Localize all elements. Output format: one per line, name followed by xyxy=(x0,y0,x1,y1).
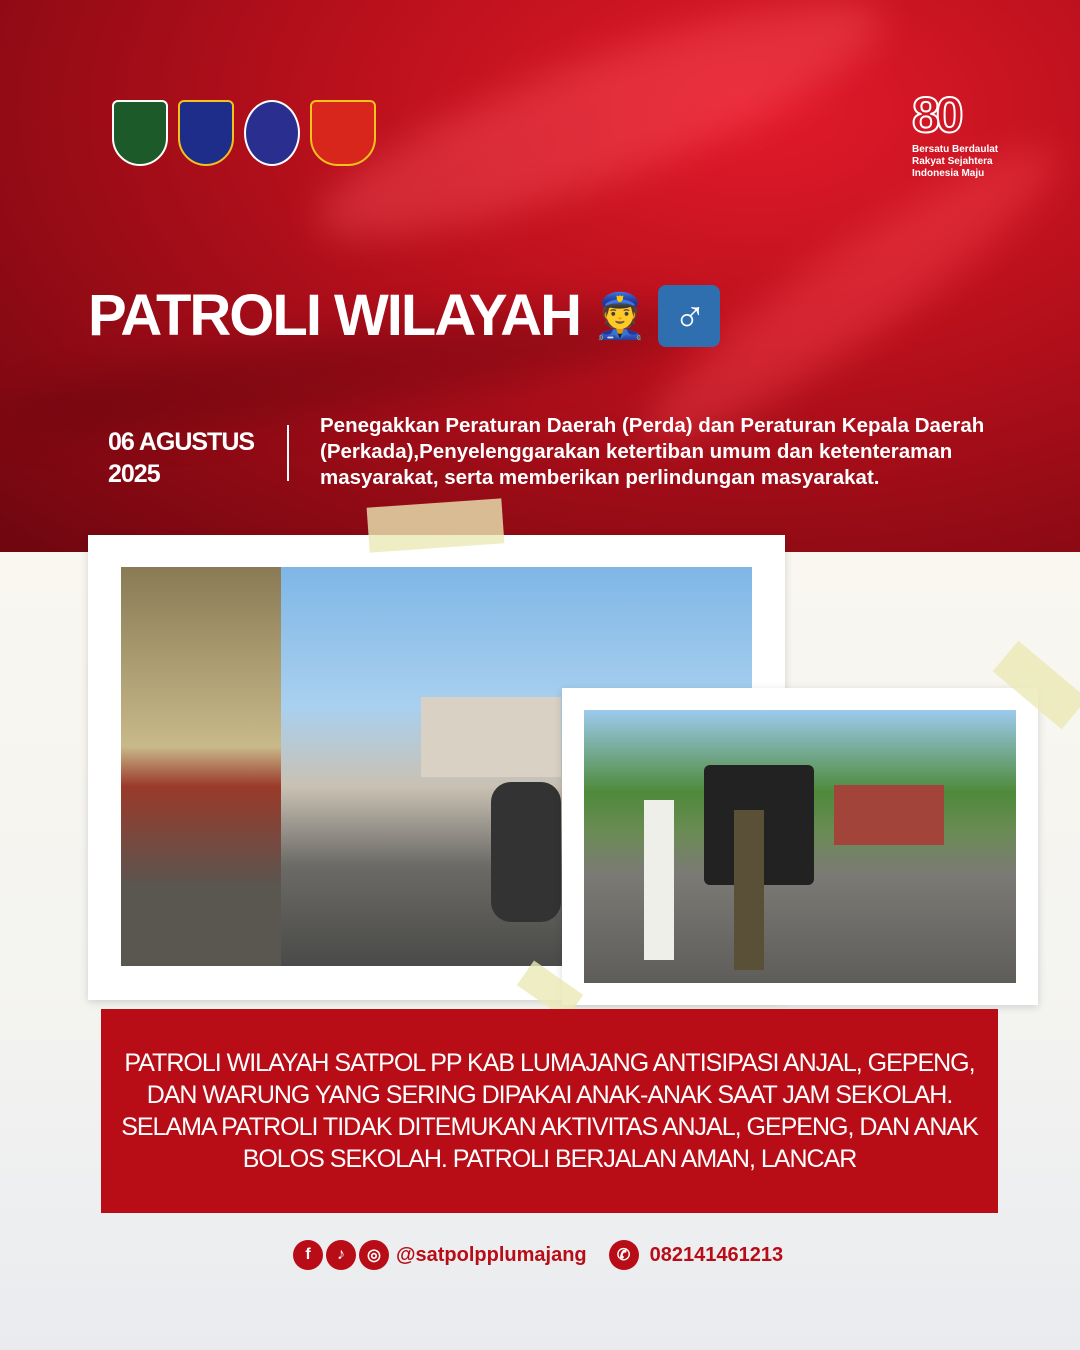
satlinmas-logo xyxy=(244,100,300,166)
facebook-icon[interactable]: f xyxy=(293,1240,323,1270)
male-sign-icon: ♂ xyxy=(658,285,720,347)
phone-number[interactable]: 082141461213 xyxy=(649,1243,784,1266)
whatsapp-icon[interactable]: ✆ xyxy=(609,1240,639,1270)
ri-80-logo: 80 Bersatu Berdaulat Rakyat Sejahtera Indonesia Maju xyxy=(912,87,999,179)
divider xyxy=(287,425,289,481)
logo-row xyxy=(112,100,376,166)
instagram-icon[interactable]: ◎ xyxy=(359,1240,389,1270)
linmas-logo xyxy=(310,100,376,166)
social-handle[interactable]: @satpolpplumajang xyxy=(396,1243,587,1266)
description: Penegakkan Peraturan Daerah (Perda) dan Peraturan Kepala Daerah (Perkada),Penyelenggarakan ketertiban umum dan ketenteraman masyarakat, serta memberikan perlindungan masyarakat. xyxy=(320,414,985,489)
footer-contacts xyxy=(293,1240,783,1270)
tape-decoration xyxy=(367,498,505,552)
officers-photo xyxy=(584,710,1016,983)
lumajang-logo xyxy=(112,100,168,166)
police-officer-icon: 👮 xyxy=(592,291,646,341)
satpolpp-logo xyxy=(178,100,234,166)
page-title: PATROLI WILAYAH 👮 ♂ xyxy=(88,282,720,349)
date: 06 AGUSTUS 2025 xyxy=(108,428,255,488)
tiktok-icon[interactable]: ♪ xyxy=(326,1240,356,1270)
caption-box: PATROLI WILAYAH SATPOL PP KAB LUMAJANG ANTISIPASI ANJAL, GEPENG, DAN WARUNG YANG SERING DIPAKAI ANAK-ANAK SAAT JAM SEKOLAH. SELAMA PATROLI TIDAK DITEMUKAN AKTIVITAS ANJAL, GEPENG, DAN ANAK BOLOS SEKOLAH. PATROLI BERJALAN AMAN, LANCAR xyxy=(101,1009,998,1213)
